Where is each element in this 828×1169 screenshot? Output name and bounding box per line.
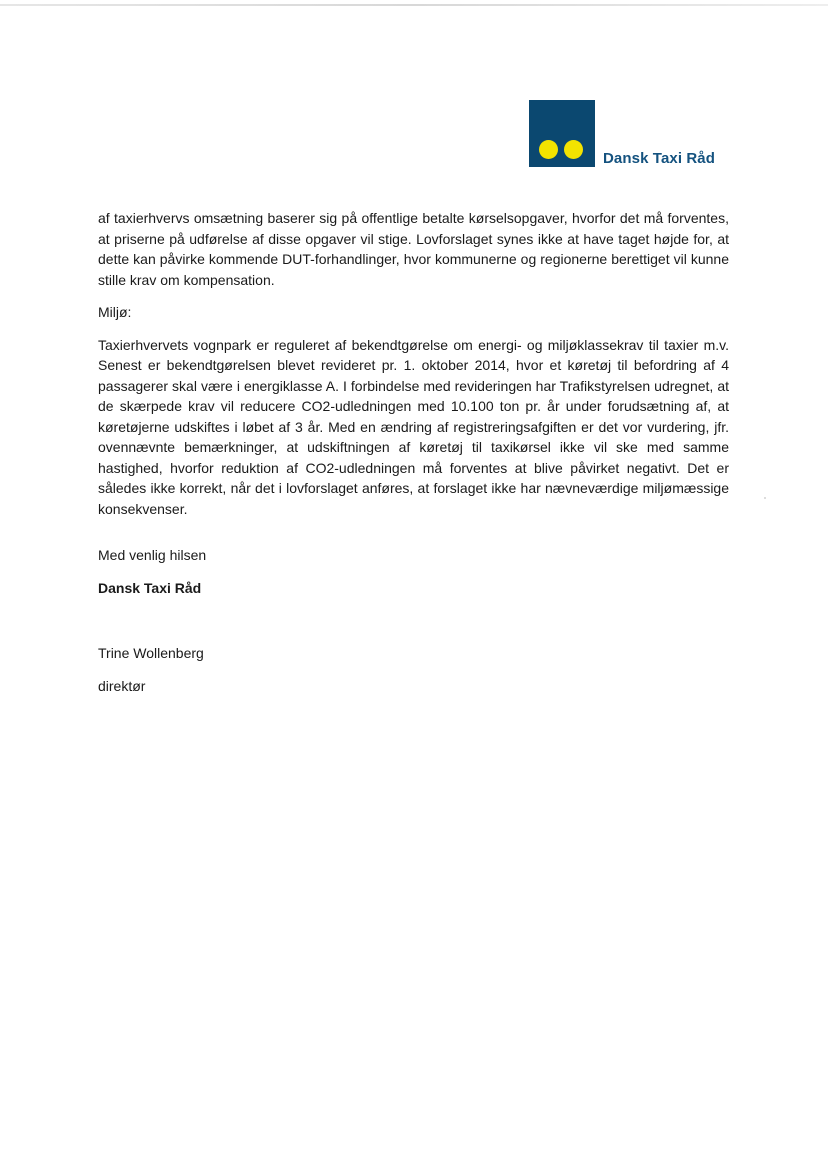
- closing-organization: Dansk Taxi Råd: [98, 580, 202, 596]
- section-heading-miljo: Miljø:: [98, 304, 132, 320]
- signatory-title: direktør: [98, 678, 146, 694]
- margin-speck: [764, 497, 766, 499]
- logo-dot-right: [564, 140, 583, 159]
- top-scan-line: [0, 4, 828, 6]
- dansk-taxi-raad-logo: [529, 100, 715, 170]
- logo-square: [529, 100, 595, 167]
- logo-org-name: Dansk Taxi Råd: [603, 150, 715, 167]
- closing-greeting: Med venlig hilsen: [98, 547, 207, 563]
- paragraph-1: af taxierhvervs omsætning baserer sig på offentlige betalte kørselsopgaver, hvorfor det må forventes, at priserne på udførelse af disse opgaver vil stige. Lovforslaget synes ikke at have taget højde for, at dette kan påvirke kommende DUT-forhandlinger, hvor kommunerne og regionerne berettiget vil kunne stille krav om kompensation.: [98, 210, 729, 288]
- paragraph-2: Taxierhvervets vognpark er reguleret af bekendtgørelse om energi- og miljøklassekrav til taxier m.v. Senest er bekendtgørelsen blevet revideret pr. 1. oktober 2014, hvor et køretøj til befordring af 4 passagerer skal være i energiklasse A. I forbindelse med revideringen har Trafikstyrelsen udregnet, at de skærpede krav vil reducere CO2-udledningen med 10.100 ton pr. år under forudsætning af, at køretøjerne udskiftes i løbet af 3 år. Med en ændring af registreringsafgiften er det vor vurdering, jfr. ovennævnte bemærkninger, at udskiftningen af køretøj til taxikørsel ikke vil ske med samme hastighed, hvorfor reduktion af CO2-udledningen må forventes at blive påvirket negativt. Det er således ikke korrekt, når det i lovforslaget anføres, at forslaget ikke har nævneværdige miljømæssige konsekvenser.: [98, 336, 729, 517]
- signatory-name: Trine Wollenberg: [98, 645, 204, 661]
- logo-dot-left: [539, 140, 558, 159]
- letter-body: [98, 208, 729, 531]
